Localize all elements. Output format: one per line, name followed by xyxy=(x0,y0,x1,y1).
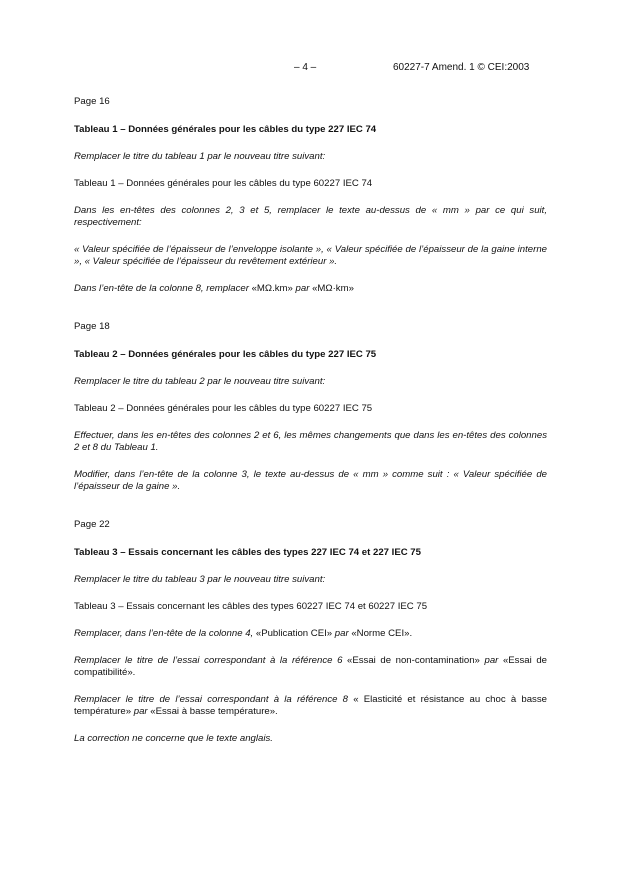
page-header xyxy=(0,62,619,76)
section-1-page: Page 16 xyxy=(74,96,110,107)
col4-mid: par xyxy=(332,628,352,639)
col8-mid: par xyxy=(292,283,313,294)
section-1-header-instruction: Dans les en-têtes des colonnes 2, 3 et 5, remplacer le texte au-dessus de « mm » par ce qui suit, respectivement: xyxy=(74,205,547,228)
ref8-mid: par xyxy=(131,706,151,717)
section-3-ref8-instruction xyxy=(74,694,547,718)
ref8-pre: Remplacer le titre de l’essai correspondant à la référence 8 xyxy=(74,694,354,705)
section-3-ref6-instruction xyxy=(74,655,547,679)
section-3-col4-instruction xyxy=(74,628,547,640)
document-reference: 60227-7 Amend. 1 © CEI:2003 xyxy=(393,62,530,73)
section-2-col3-instruction: Modifier, dans l’en-tête de la colonne 3, le texte au-dessus de « mm » comme suit : « Valeur spécifiée de l’épaisseur de la gaine ». xyxy=(74,469,547,492)
ref6-pre: Remplacer le titre de l’essai correspondant à la référence 6 xyxy=(74,655,347,666)
col4-old: «Publication CEI» xyxy=(255,628,333,639)
col8-old: «MΩ.km» xyxy=(251,283,293,294)
col4-new: «Norme CEI». xyxy=(351,628,413,639)
document-body xyxy=(74,96,547,745)
section-1-col8-instruction xyxy=(74,283,547,295)
section-2-title: Tableau 2 – Données générales pour les câbles du type 227 IEC 75 xyxy=(74,349,377,360)
section-1-replace-title-instruction: Remplacer le titre du tableau 1 par le nouveau titre suivant: xyxy=(74,151,326,162)
section-3-new-title: Tableau 3 – Essais concernant les câbles des types 60227 IEC 74 et 60227 IEC 75 xyxy=(74,601,428,612)
section-1-new-title: Tableau 1 – Données générales pour les câbles du type 60227 IEC 74 xyxy=(74,178,373,189)
section-3-note: La correction ne concerne que le texte anglais. xyxy=(74,733,273,744)
section-3-replace-title-instruction: Remplacer le titre du tableau 3 par le nouveau titre suivant: xyxy=(74,574,326,585)
section-3-page: Page 22 xyxy=(74,519,110,530)
col8-pre: Dans l’en-tête de la colonne 8, remplacer xyxy=(74,283,252,294)
section-2-page: Page 18 xyxy=(74,321,110,332)
section-3-title: Tableau 3 – Essais concernant les câbles des types 227 IEC 74 et 227 IEC 75 xyxy=(74,547,421,558)
ref6-new: «Essai de compatibilité». xyxy=(74,655,547,678)
ref6-old: «Essai de non-contamination» xyxy=(347,655,480,666)
section-2-replace-title-instruction: Remplacer le titre du tableau 2 par le nouveau titre suivant: xyxy=(74,376,326,387)
section-1-header-replacements: « Valeur spécifiée de l’épaisseur de l’enveloppe isolante », « Valeur spécifiée de l’épaisseur de la gaine interne », « Valeur spécifiée de l’épaisseur du revêtement extérieur ». xyxy=(74,244,547,267)
col8-new: «MΩ·km» xyxy=(312,283,354,294)
page-number: – 4 – xyxy=(294,62,317,73)
section-1-title: Tableau 1 – Données générales pour les câbles du type 227 IEC 74 xyxy=(74,124,377,135)
col4-pre: Remplacer, dans l’en-tête de la colonne 4, xyxy=(74,628,256,639)
section-2-columns-instruction: Effectuer, dans les en-têtes des colonnes 2 et 6, les mêmes changements que dans les en-têtes des colonnes 2 et 8 du Tableau 1. xyxy=(74,430,547,453)
ref8-new: «Essai à basse température». xyxy=(150,706,278,717)
section-2-new-title: Tableau 2 – Données générales pour les câbles du type 60227 IEC 75 xyxy=(74,403,373,414)
ref8-old: « Elasticité et résistance au choc à basse température» xyxy=(74,694,547,717)
ref6-mid: par xyxy=(479,655,503,666)
